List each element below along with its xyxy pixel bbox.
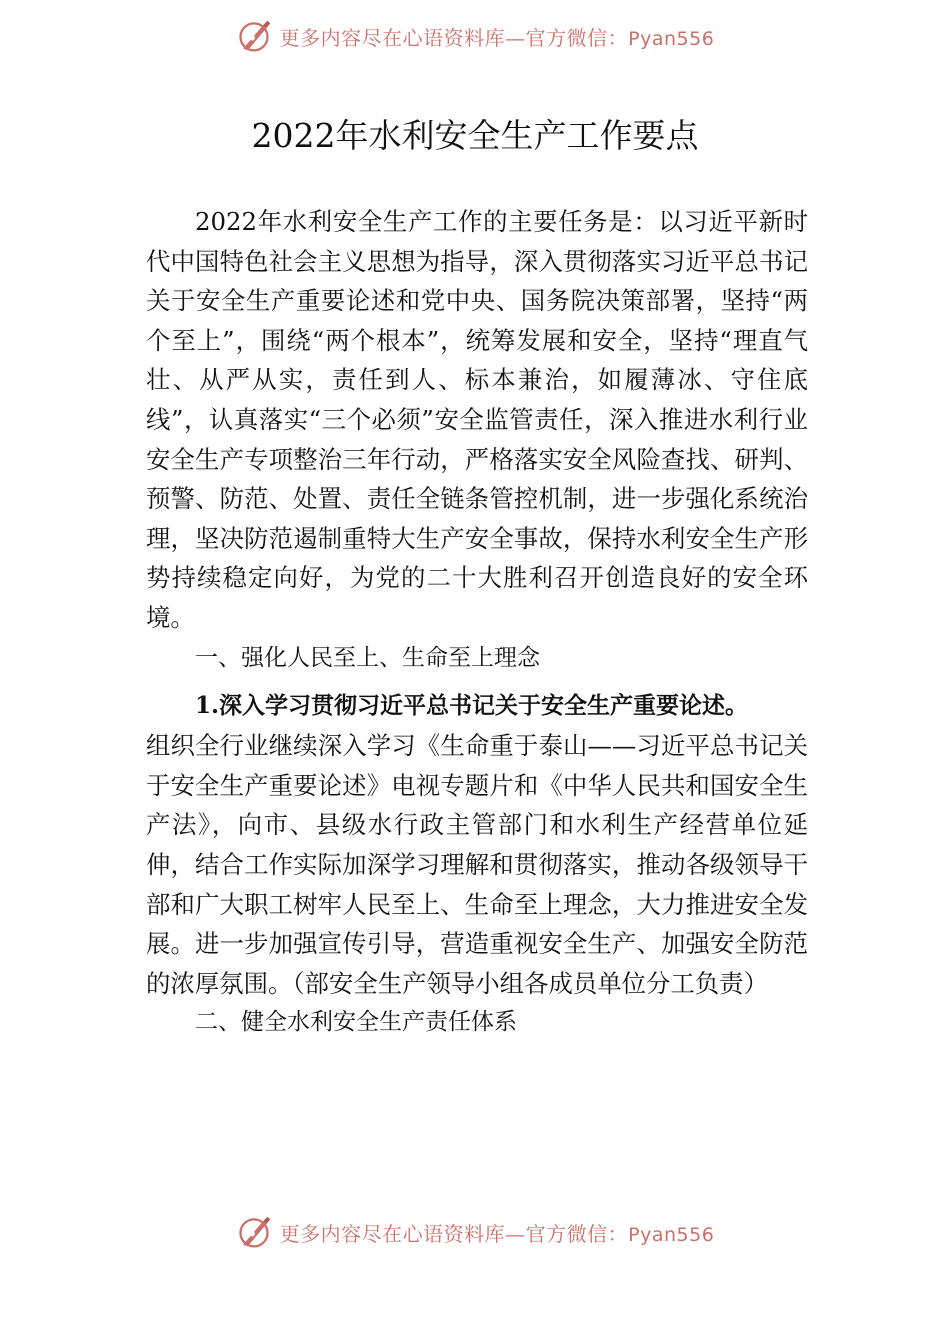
section-2-heading: 二、健全水利安全生产责任体系 xyxy=(195,1009,517,1036)
item-1-number: 1. xyxy=(195,692,220,720)
intro-paragraph: 2022年水利安全生产工作的主要任务是：以习近平新时代中国特色社会主义思想为指导，深入贯彻落实习近平总书记关于安全生产重要论述和党中央、国务院决策部署，坚持“两个至上”，围绕“两个根本”，统筹发展和安全，坚持“理直气壮、从严从实，责任到人、标本兼治，如履薄冰、守住底线”，认真落实“三个必须”安全监管责任，深入推进水利行业安全生产专项整治三年行动，严格落实安全风险查找、研判、预警、防范、处置、责任全链条管控机制，进一步强化系统治理，坚决防范遏制重特大生产安全事故，保持水利安全生产形势持续稳定向好，为党的二十大胜利召开创造良好的安全环境。 xyxy=(146,207,808,632)
watermark-handle: Pyan556 xyxy=(628,27,715,50)
item-1-body: 组织全行业继续深入学习《生命重于泰山——习近平总书记关于安全生产重要论述》电视专题片和《中华人民共和国安全生产法》，向市、县级水行政主管部门和水利生产经营单位延伸，结合工作实际加深学习理解和贯彻落实，推动各级领导干部和广大职工树牢人民至上、生命至上理念，大力推进安全发展。进一步加强宣传引导，营造重视安全生产、加强安全防范的浓厚氛围。（部安全生产领导小组各成员单位分工负责） xyxy=(146,731,808,998)
item-1-title: 深入学习贯彻习近平总书记关于安全生产重要论述。 xyxy=(219,693,749,720)
item-1-heading xyxy=(146,686,808,726)
footer-watermark xyxy=(0,1210,950,1254)
header-watermark xyxy=(0,14,950,58)
document-title: 2022年水利安全生产工作要点 xyxy=(251,116,699,155)
pen-circle-logo-icon xyxy=(236,1214,272,1250)
section-1-heading: 一、强化人民至上、生命至上理念 xyxy=(195,644,540,671)
watermark-text xyxy=(280,22,715,51)
document-body xyxy=(146,202,808,1043)
watermark-label: 更多内容尽在心语资料库—官方微信： xyxy=(279,1221,629,1246)
pen-circle-logo-icon xyxy=(236,18,272,54)
watermark-label: 更多内容尽在心语资料库—官方微信： xyxy=(279,25,629,50)
watermark-handle: Pyan556 xyxy=(628,1223,715,1246)
watermark-text xyxy=(280,1218,715,1247)
